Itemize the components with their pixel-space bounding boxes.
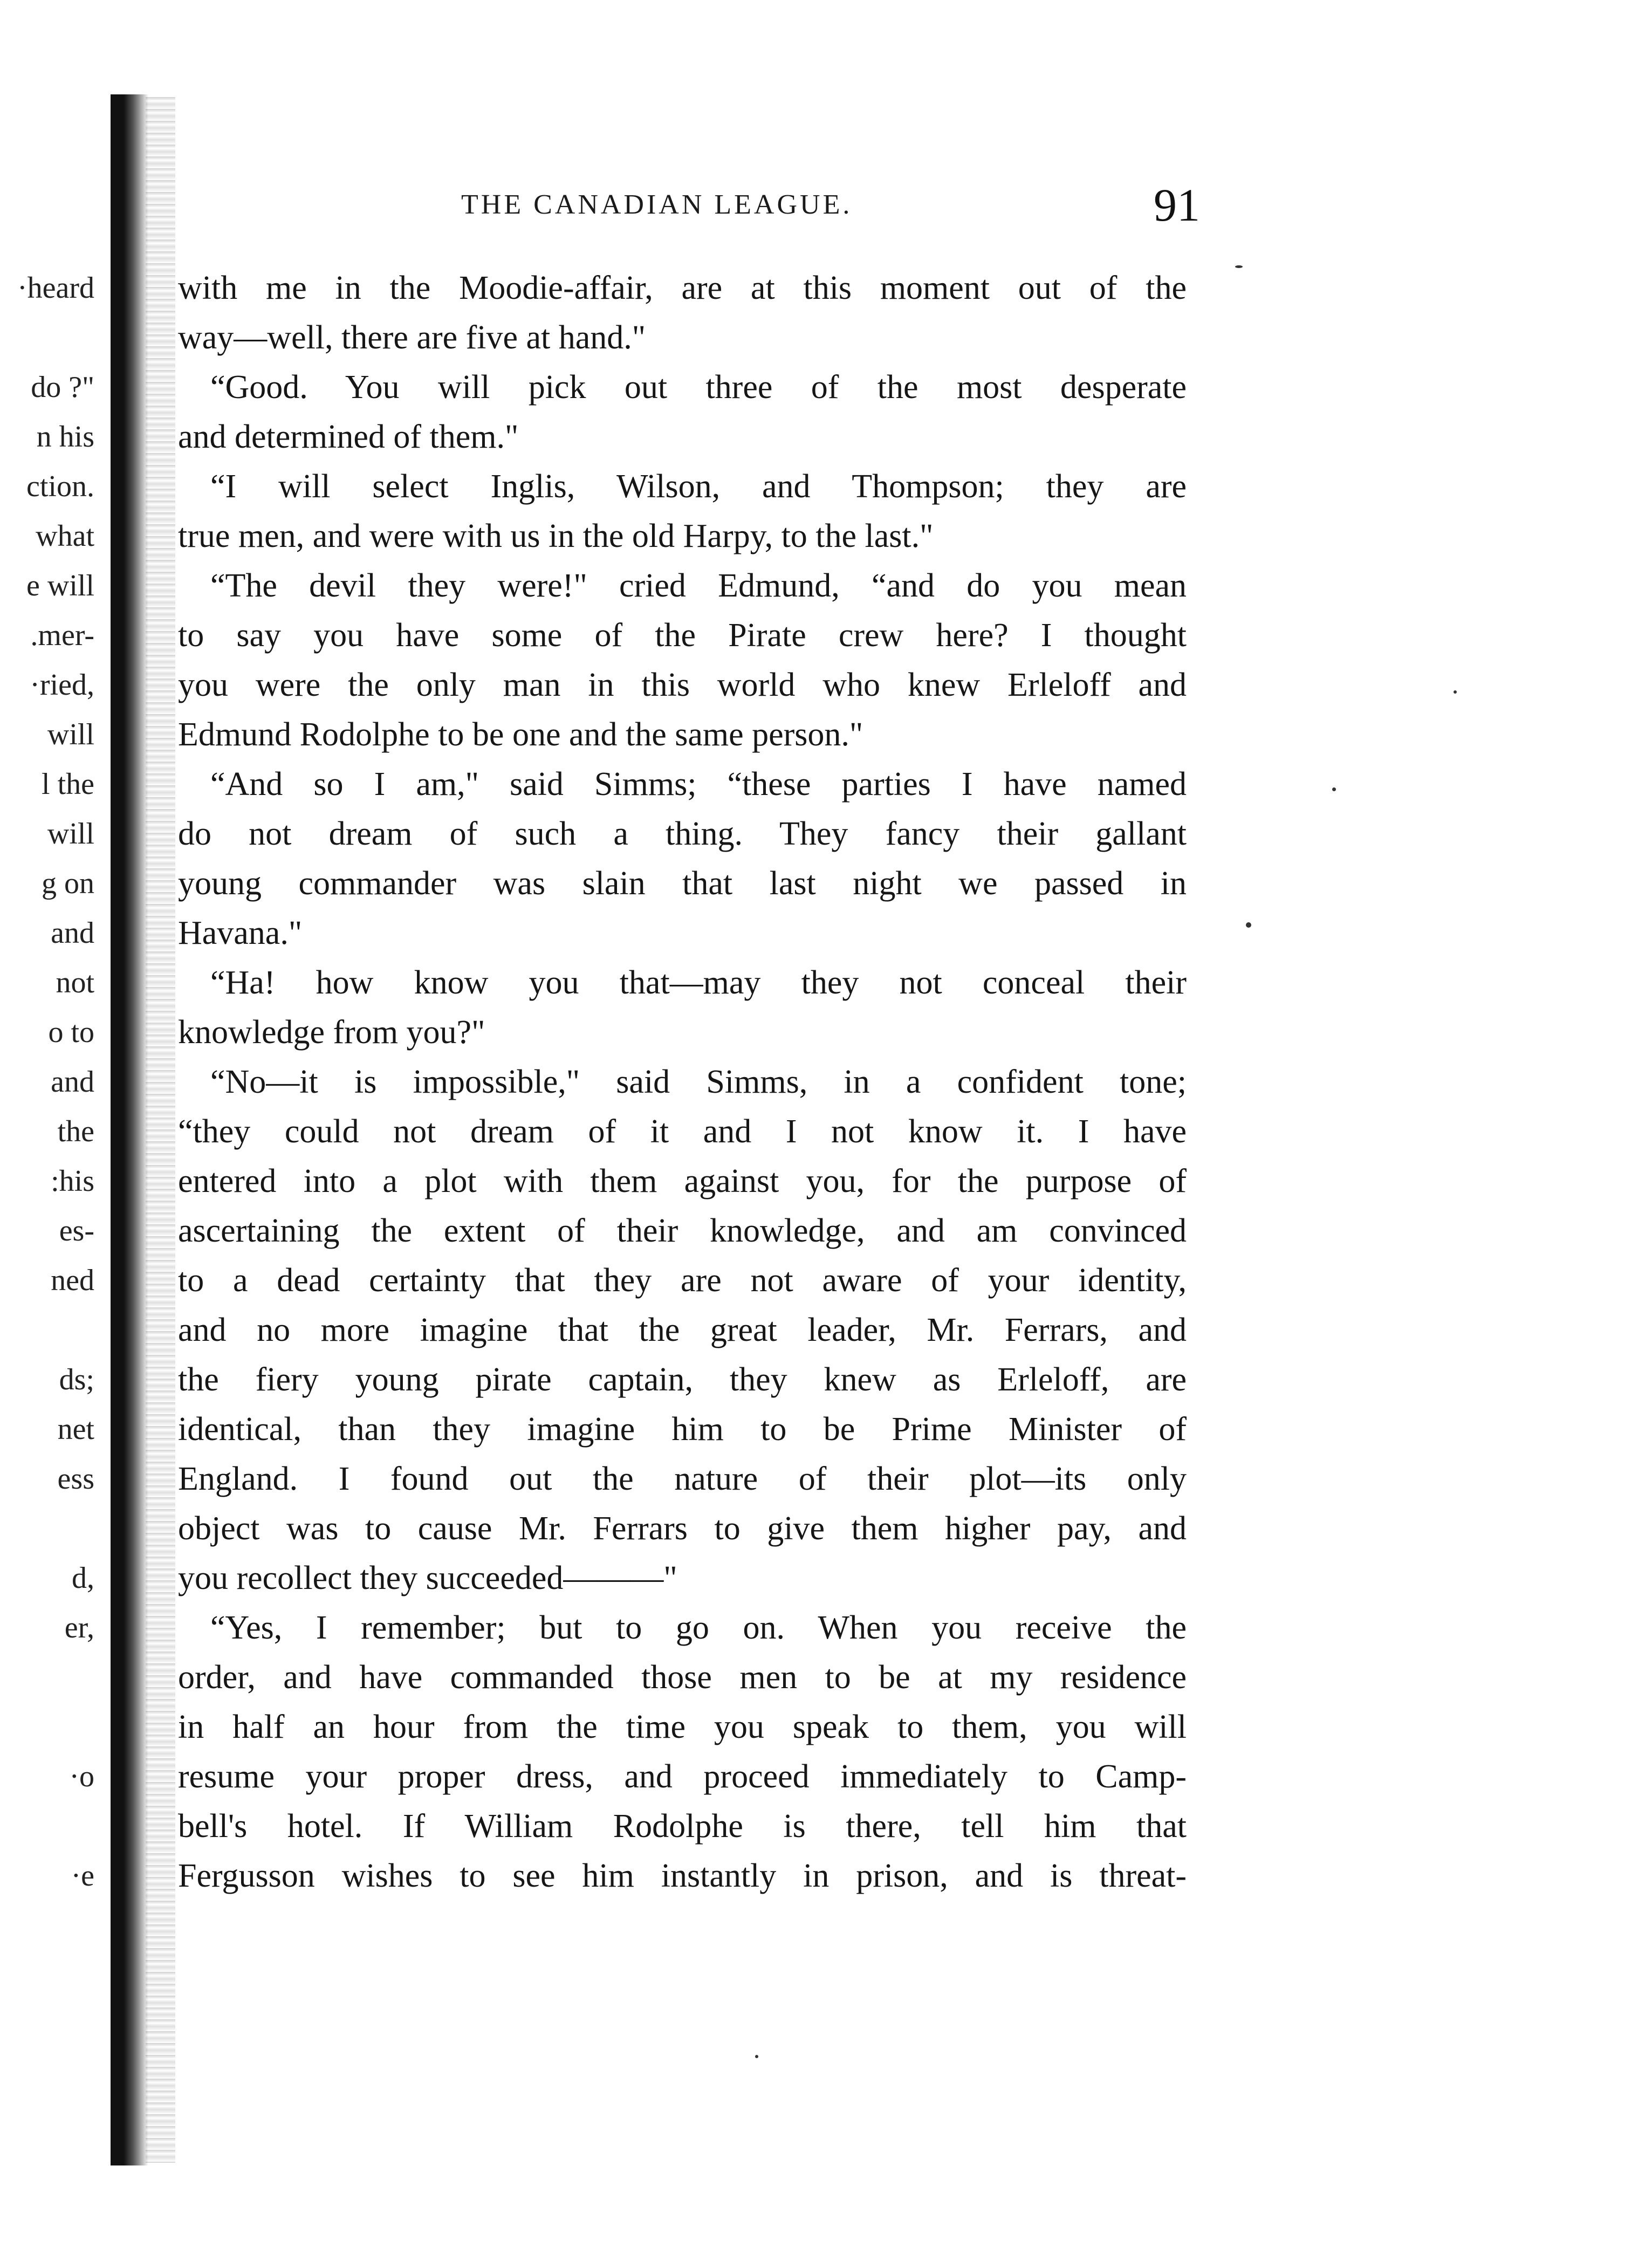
facing-fragment: do ?" xyxy=(31,371,94,404)
facing-fragment: ds; xyxy=(59,1363,94,1396)
body-text xyxy=(178,263,1187,1901)
text-line: Havana." xyxy=(178,915,303,951)
text-line: in half an hour from the time you speak to them, you will xyxy=(178,1709,1187,1745)
text-line: “Yes, I remember; but to go on. When you receive the xyxy=(210,1609,1187,1646)
print-speck xyxy=(1332,787,1336,791)
facing-fragment: g on xyxy=(42,867,94,900)
text-line: knowledge from you?" xyxy=(178,1014,485,1051)
facing-fragment: ned xyxy=(51,1264,94,1297)
facing-fragment: ess xyxy=(57,1462,94,1496)
text-line: to a dead certainty that they are not aware of your identity, xyxy=(178,1262,1187,1299)
text-line: Edmund Rodolphe to be one and the same person." xyxy=(178,716,863,753)
text-line: with me in the Moodie-affair, are at this moment out of the xyxy=(178,270,1187,306)
text-line: “No—it is impossible," said Simms, in a confident tone; xyxy=(210,1064,1187,1100)
running-title: THE CANADIAN LEAGUE. xyxy=(461,189,853,220)
facing-fragment: and xyxy=(51,1065,94,1099)
facing-fragment: will xyxy=(47,817,94,851)
facing-fragment: will xyxy=(47,718,94,751)
facing-fragment: net xyxy=(57,1413,94,1446)
facing-fragment: what xyxy=(36,519,94,553)
text-line: and determined of them." xyxy=(178,419,519,455)
running-header xyxy=(186,178,1200,243)
facing-fragment: not xyxy=(56,966,94,999)
text-line: do not dream of such a thing. They fancy their gallant xyxy=(178,815,1187,852)
print-speck xyxy=(1246,922,1251,928)
text-line: order, and have commanded those men to be at my residence xyxy=(178,1659,1187,1696)
text-line: and no more imagine that the great leader, Mr. Ferrars, and xyxy=(178,1312,1187,1348)
facing-fragment: o to xyxy=(48,1016,94,1049)
text-line: way—well, there are five at hand." xyxy=(178,319,646,356)
page-number: 91 xyxy=(1154,179,1200,231)
facing-fragment: d, xyxy=(72,1561,94,1595)
facing-fragment xyxy=(0,1702,94,1752)
text-line: “they could not dream of it and I not know it. I have xyxy=(178,1113,1187,1150)
facing-fragment: the xyxy=(57,1115,94,1148)
facing-fragment: n his xyxy=(36,420,94,454)
facing-page-fragments xyxy=(0,263,94,1901)
text-line: identical, than they imagine him to be Prime Minister of xyxy=(178,1411,1187,1448)
text-line: “And so I am," said Simms; “these parties I have named xyxy=(210,766,1187,803)
print-speck xyxy=(1454,690,1457,694)
facing-fragment xyxy=(0,313,94,362)
facing-fragment: e will xyxy=(26,569,94,602)
facing-fragment xyxy=(0,1801,94,1851)
text-line: resume your proper dress, and proceed immediately to Camp- xyxy=(178,1758,1187,1795)
facing-fragment: l the xyxy=(42,767,94,801)
facing-fragment xyxy=(0,1305,94,1355)
text-line: “The devil they were!" cried Edmund, “and do you mean xyxy=(210,567,1187,604)
text-line: to say you have some of the Pirate crew here? I thought xyxy=(178,617,1187,654)
text-line: England. I found out the nature of their plot—its only xyxy=(178,1461,1187,1497)
text-line: “Good. You will pick out three of the most desperate xyxy=(210,369,1187,406)
text-line: true men, and were with us in the old Harpy, to the last." xyxy=(178,518,934,554)
text-line: ascertaining the extent of their knowledge, and am convinced xyxy=(178,1212,1187,1249)
facing-fragment: ction. xyxy=(26,470,94,503)
facing-fragment xyxy=(0,1653,94,1702)
facing-fragment: .mer- xyxy=(30,619,94,652)
facing-fragment: es- xyxy=(59,1214,94,1248)
gutter-speckle xyxy=(146,97,175,2163)
facing-fragment: and xyxy=(51,916,94,950)
facing-fragment: ·o xyxy=(69,1760,94,1793)
print-speck xyxy=(755,2055,758,2058)
facing-fragment xyxy=(0,1504,94,1553)
text-line: bell's hotel. If William Rodolphe is there, tell him that xyxy=(178,1808,1187,1845)
facing-fragment: ·ried, xyxy=(30,668,94,702)
print-speck xyxy=(1235,265,1243,268)
text-line: the fiery young pirate captain, they knew as Erleloff, are xyxy=(178,1361,1187,1398)
facing-fragment: er, xyxy=(64,1611,94,1644)
text-line: you were the only man in this world who knew Erleloff and xyxy=(178,667,1187,703)
text-line: “Ha! how know you that—may they not conceal their xyxy=(210,964,1187,1001)
facing-fragment: ·e xyxy=(71,1859,94,1893)
text-line: Fergusson wishes to see him instantly in prison, and is threat- xyxy=(178,1858,1187,1894)
text-line: “I will select Inglis, Wilson, and Thompson; they are xyxy=(210,468,1187,505)
text-line: entered into a plot with them against you, for the purpose of xyxy=(178,1163,1187,1200)
text-line: you recollect they succeeded———" xyxy=(178,1560,677,1596)
text-line: young commander was slain that last night we passed in xyxy=(178,865,1187,902)
binding-gutter-shadow xyxy=(111,94,148,2165)
facing-fragment: :his xyxy=(51,1164,94,1198)
text-line: object was to cause Mr. Ferrars to give them higher pay, and xyxy=(178,1510,1187,1547)
facing-fragment: ·heard xyxy=(17,271,94,305)
